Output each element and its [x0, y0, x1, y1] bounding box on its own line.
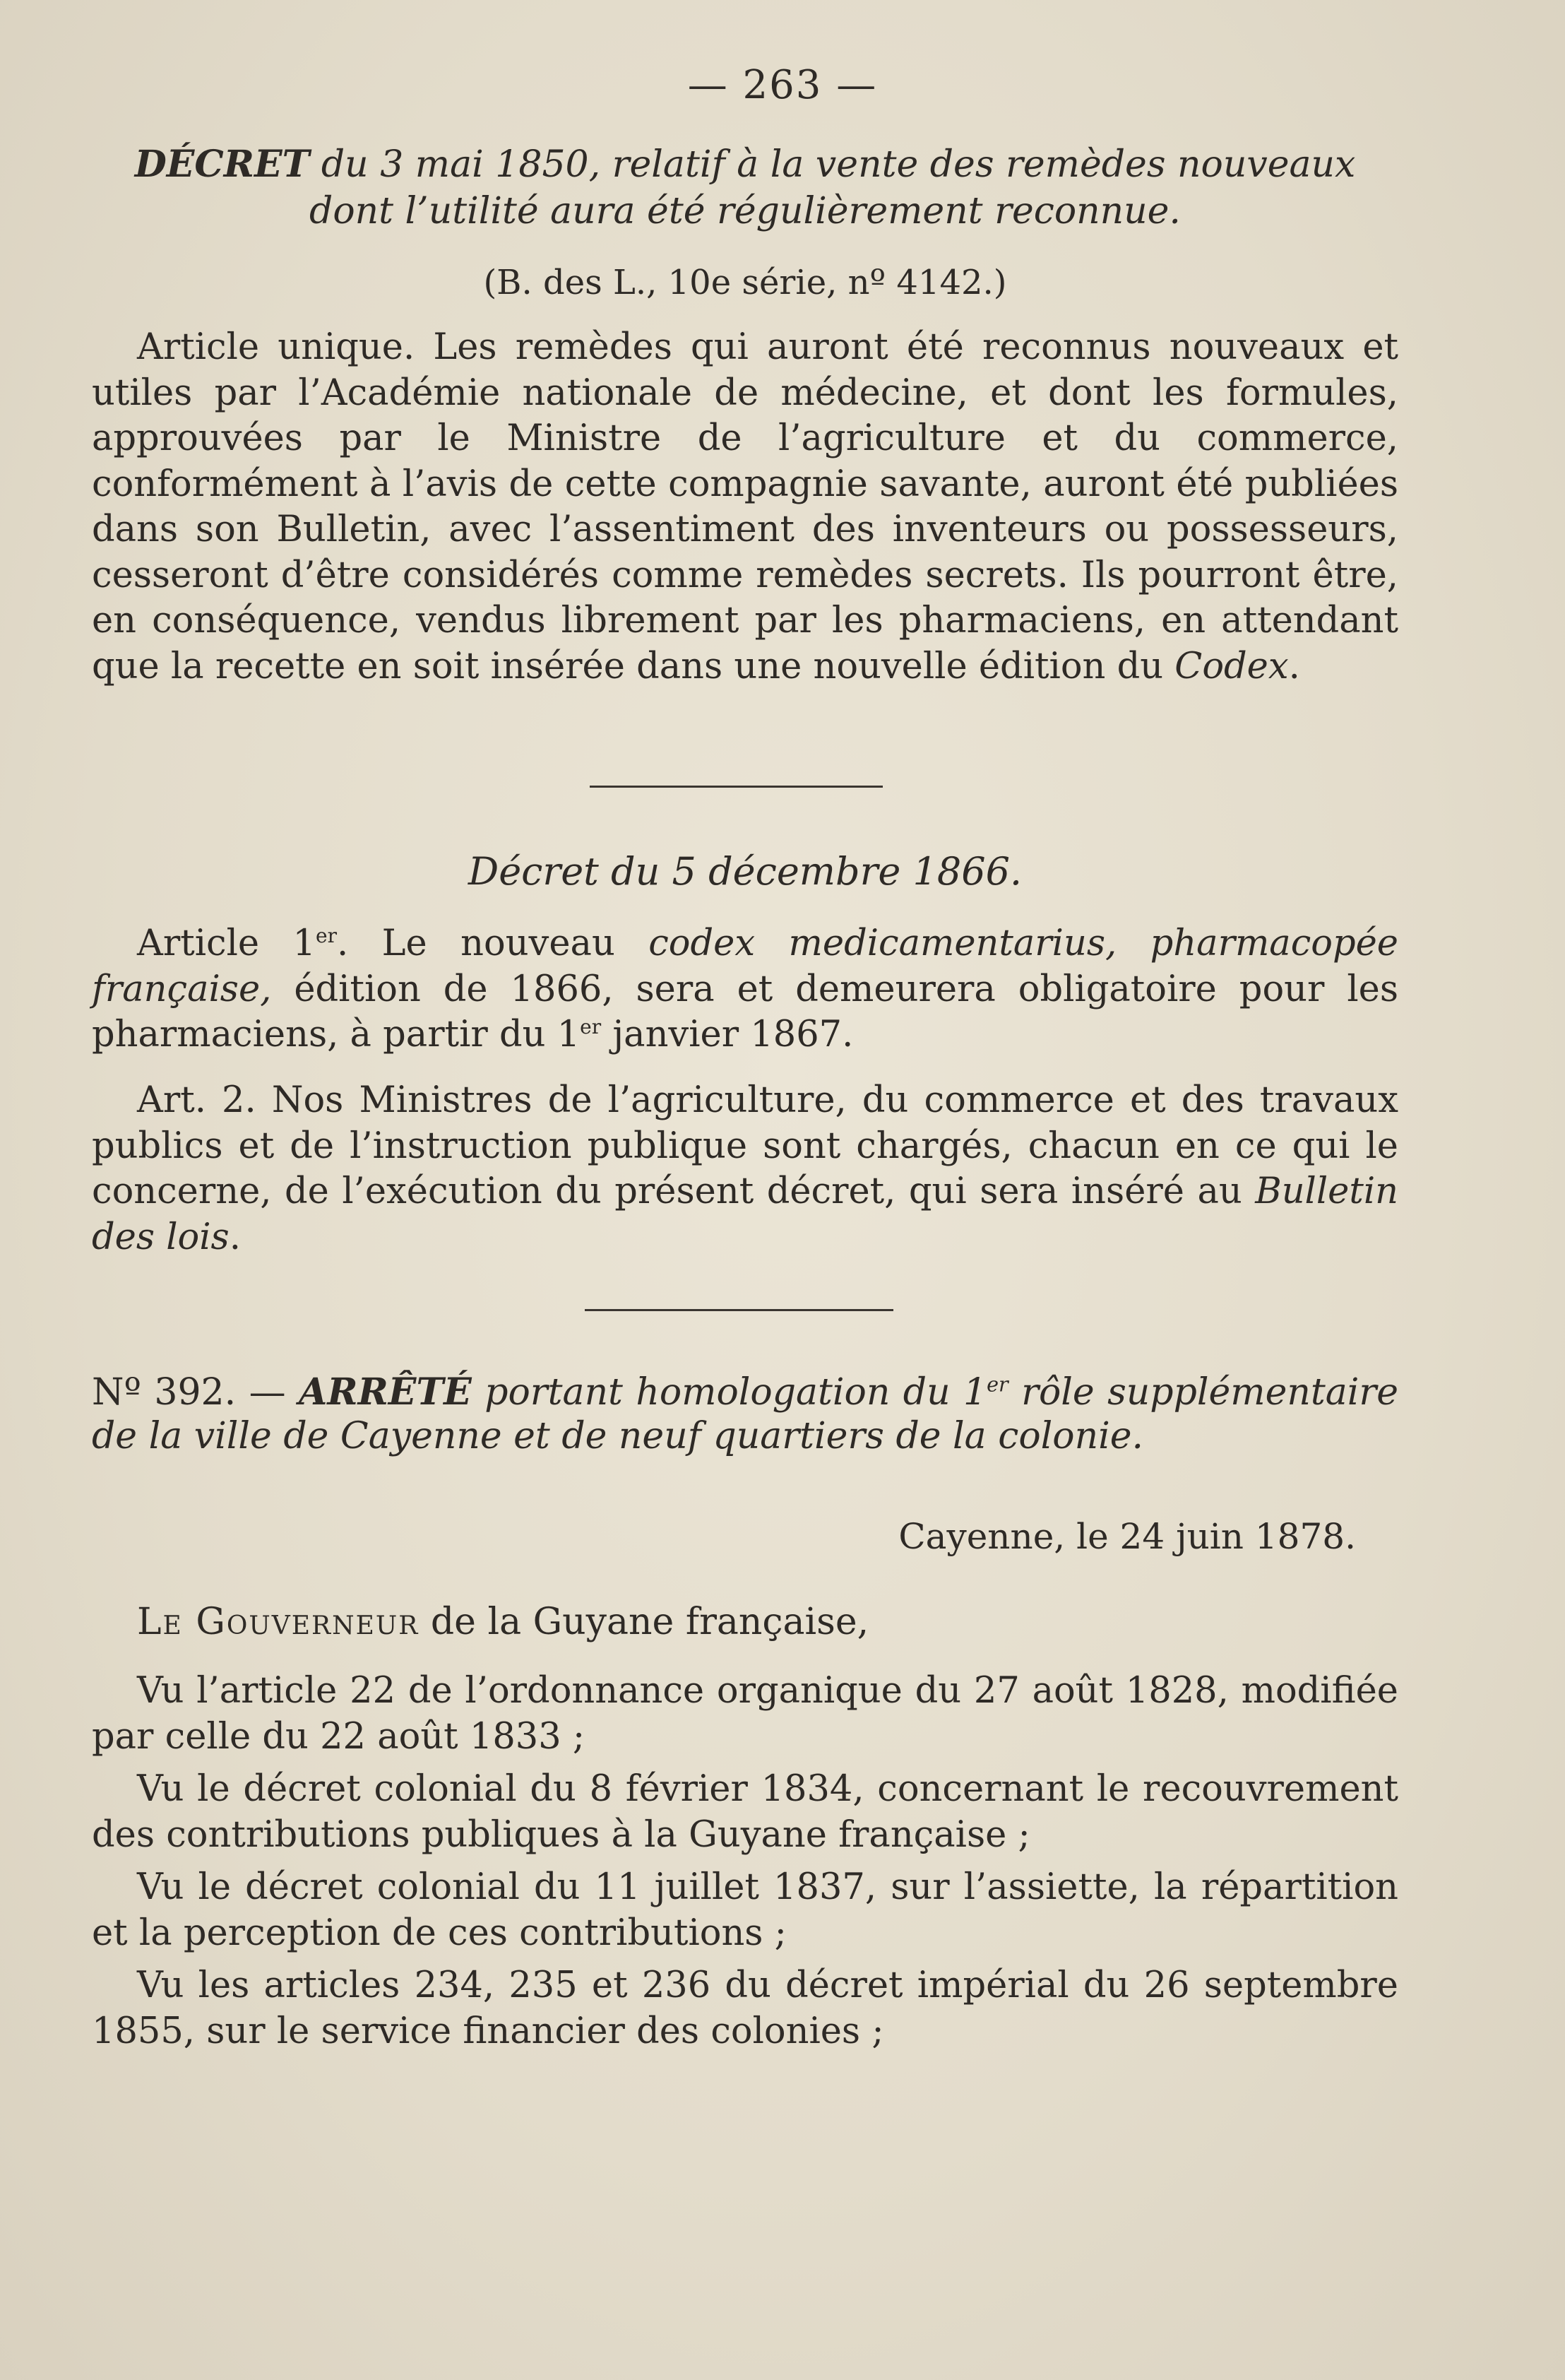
art1-sup-2: er [580, 1015, 602, 1038]
arrete-lead: ARRÊTÉ [299, 1370, 472, 1414]
arrete-number: Nº 392. — [92, 1371, 299, 1414]
art1-text-a: . Le nouveau [336, 923, 649, 964]
arrete-title-sup: er [987, 1372, 1008, 1397]
art2-end: . [229, 1216, 241, 1258]
art1-text-c: janvier 1867. [601, 1014, 854, 1055]
vu-list [92, 1669, 1398, 2054]
decret-1850-article-end: . [1288, 645, 1300, 687]
separator-rule-1 [590, 786, 883, 788]
governor-title: Le Gouverneur [137, 1601, 419, 1643]
separator-rule-2 [585, 1309, 893, 1311]
decret-1866-article-1 [92, 921, 1398, 1058]
decret-1850-codex: Codex [1174, 645, 1289, 687]
art1-sup: er [315, 924, 337, 947]
arrete-place-date: Cayenne, le 24 juin 1878. [898, 1516, 1356, 1557]
governor-rest: de la Guyane française, [419, 1601, 869, 1643]
decret-1850-article-text: Article unique. Les remèdes qui auront été reconnus nouveaux et utiles par l’Académie nationale de médecine, et dont les formules, approuvées par le Ministre de l’agriculture et du commerce, conformément à l’avis de cette compagnie savante, auront été publiées dans son Bulletin, avec l’assentiment des inventeurs ou possesseurs, cesseront d’être considérés comme remèdes secrets. Ils pourront être, en conséquence, vendus librement par les pharmaciens, en attendant que la recette en soit insérée dans une nouvelle édition du [92, 326, 1398, 687]
arrete-title-a: portant homologation du 1 [471, 1371, 987, 1414]
vu-item: Vu les articles 234, 235 et 236 du décret impérial du 26 septembre 1855, sur le service financier des colonies ; [92, 1965, 1398, 2052]
vu-item: Vu le décret colonial du 11 juillet 1837, sur l’assiette, la répartition et la perception de ces contributions ; [92, 1866, 1398, 1954]
page-number: — 263 — [687, 62, 878, 108]
decret-1866-article-2 [92, 1078, 1398, 1260]
decret-1850-title [92, 141, 1398, 235]
art1-codex-title: codex medicamentarius, pharmacopée française, [92, 923, 1398, 1010]
decret-1850-reference: (B. des L., 10e série, nº 4142.) [483, 263, 1007, 302]
art1-text-b: édition de 1866, sera et demeurera obligatoire pour les pharmaciens, à partir du 1 [92, 968, 1398, 1055]
decret-1866-title: Décret du 5 décembre 1866. [468, 849, 1023, 894]
decret-1850-article [92, 325, 1398, 689]
governor-line [92, 1601, 1398, 1643]
vu-item: Vu le décret colonial du 8 février 1834, concernant le recouvrement des contributions publiques à la Guyane française ; [92, 1768, 1398, 1856]
art2-text: Art. 2. Nos Ministres de l’agriculture, du commerce et des travaux publics et de l’instruction publique sont chargés, chacun en ce qui le concerne, de l’exécution du présent décret, qui sera inséré au [92, 1079, 1398, 1212]
decret-1850-title-lead: DÉCRET [134, 143, 310, 186]
decret-1850-title-rest: du 3 mai 1850, relatif à la vente des remèdes nouveaux dont l’utilité aura été régulièrement reconnue. [309, 143, 1356, 232]
art1-label: Article 1 [137, 923, 316, 964]
vu-item: Vu l’article 22 de l’ordonnance organique du 27 août 1828, modifiée par celle du 22 août 1833 ; [92, 1670, 1398, 1758]
arrete-title-b: rôle supplémentaire de la ville de Cayenne et de neuf quartiers de la colonie. [92, 1371, 1398, 1457]
arrete-392-title [92, 1370, 1398, 1458]
art2-bulletin: Bulletin des lois [92, 1171, 1398, 1258]
